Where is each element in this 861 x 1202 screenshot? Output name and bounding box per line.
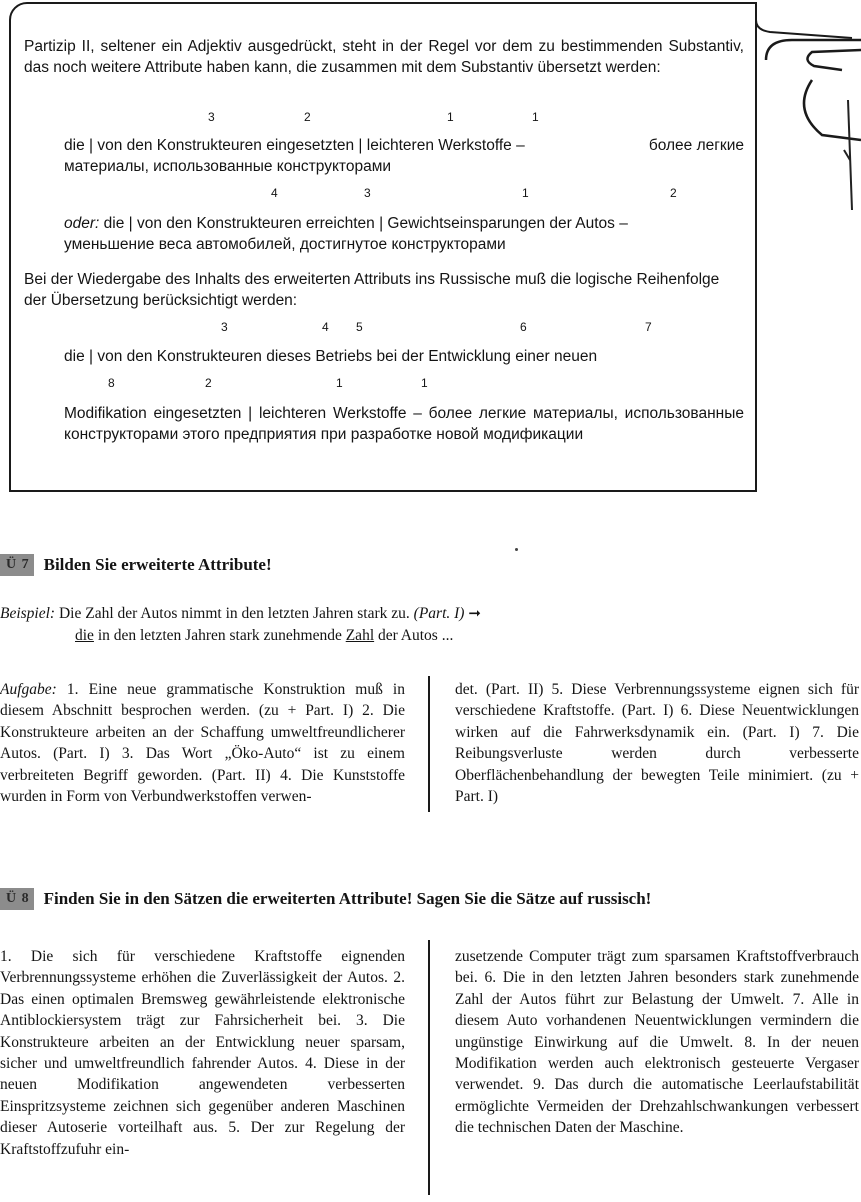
arrow-right-icon: ➞ (468, 604, 481, 622)
example-2 (64, 213, 744, 255)
example-2-german: die | von den Konstrukteuren erreichten | Gewichtseinsparungen der Autos – (103, 215, 628, 232)
word-order-numbers-4 (0, 376, 861, 392)
answer-article: die (75, 627, 94, 644)
order-number: 6 (520, 320, 527, 334)
order-number: 1 (532, 110, 539, 124)
answer-attribute: in den letzten Jahren stark zunehmende (97, 627, 342, 644)
word-order-numbers-3 (0, 320, 861, 336)
exercise-7-title: Bilden Sie erweiterte Attribute! (43, 555, 272, 574)
example-line (0, 603, 800, 624)
aufgabe-label: Aufgabe: (0, 681, 57, 698)
example-1-german: die | von den Konstrukteuren eingesetzten | leichteren Werkstoffe – (64, 137, 525, 154)
order-number: 2 (205, 376, 212, 390)
column-divider (428, 676, 430, 812)
example-answer (75, 625, 775, 646)
exercise-7-tasks-left: 1. Eine neue grammatische Konstruktion muß in diesem Abschnitt besprochen werden. (zu + Part. I) 2. Die Konstrukteure arbeiten an der Schaffung umweltfreundlicherer Autos. (Part. I) 3. Das Wort „Öko-Auto“ ist zu einem verbreiteten Begriff geworden. (Part. II) 4. Die Kunststoffe wurden in Form von Verbundwerkstoffen verwen- (0, 681, 405, 806)
example-2-russian: уменьшение веса автомобилей, достигнутое конструкторами (64, 236, 506, 253)
order-number: 3 (364, 186, 371, 200)
order-number: 1 (522, 186, 529, 200)
order-number: 4 (271, 186, 278, 200)
example-1-russian: материалы, использованные конструкторами (64, 158, 392, 175)
exercise-8-badge: Ü 8 (0, 888, 34, 910)
column-divider (428, 940, 430, 1195)
word-order-numbers-2 (0, 186, 861, 202)
order-number: 1 (336, 376, 343, 390)
scan-speck (515, 548, 518, 551)
rule-intro: Partizip II, seltener ein Adjektiv ausgedrückt, steht in der Regel vor dem zu bestimmenden Substantiv, das noch weitere Attribute haben kann, die zusammen mit dem Substantiv übersetzt werden: (24, 38, 744, 76)
rule-text: Bei der Wiedergabe des Inhalts des erweiterten Attributs ins Russische muß die logische Reihenfolge der Übersetzung berücksichtigt werden: (24, 271, 720, 309)
example-3-german: die | von den Konstrukteuren dieses Betriebs bei der Entwicklung einer neuen (64, 348, 598, 365)
answer-noun: Zahl (345, 627, 375, 644)
exercise-7-badge: Ü 7 (0, 554, 34, 576)
example-1 (64, 135, 744, 177)
exercise-8-title: Finden Sie in den Sätzen die erweiterten Attribute! Sagen Sie die Sätze auf russisch! (43, 889, 652, 908)
order-number: 3 (208, 110, 215, 124)
order-number: 4 (322, 320, 329, 334)
answer-end: der Autos ... (378, 627, 454, 644)
example-1-russian-start: более легкие (648, 137, 744, 154)
exercise-7-left-column (0, 679, 405, 807)
order-number: 1 (447, 110, 454, 124)
order-number: 3 (221, 320, 228, 334)
order-number: 1 (421, 376, 428, 390)
order-number: 2 (670, 186, 677, 200)
order-number: 2 (304, 110, 311, 124)
oder-label: oder: (64, 215, 100, 232)
exercise-8-sentences-right: zusetzende Computer trägt zum sparsamen Kraftstoffverbrauch bei. 6. Die in den letzten Jahren besonders stark zunehmende Zahl der Autos führt zur Belastung der Umwelt. 7. Alle in diesem Auto vorhandenen Neuentwicklungen vermindern die ungünstige Einwirkung auf die Umwelt. 8. In der neuen Modifikation werden auch elektronisch gesteuerte Vergaser verwendet. 9. Das durch die automatische Leerlaufstabilität ermöglichte Vermeiden der Drehzahlschwankungen verbessert die technischen Daten der Maschine. (455, 948, 859, 1137)
beispiel-text: Die Zahl der Autos nimmt in den letzten Jahren stark zu. (58, 605, 410, 622)
word-order-numbers-1 (0, 110, 861, 126)
beispiel-part: (Part. I) (413, 605, 465, 622)
exercise-8-sentences-left: 1. Die sich für verschiedene Kraftstoffe eignenden Verbrennungssysteme erhöhen die Zuverlässigkeit der Autos. 2. Das einen optimalen Bremsweg gewährleistende elektronische Antiblockiersystem trägt zur Fahrsicherheit bei. 3. Die Konstrukteure arbeiten an der Entwicklung neuer sparsam, sicher und umweltfreundlich fahrender Autos. 4. Diese in der neuen Modifikation angewendeten verbesserten Einspritzsysteme zeichnen sich gegenüber anderen Maschinen dieser Autoserie vorteilhaft aus. 5. Der zur Regelung der Kraftstoffzufuhr ein- (0, 948, 405, 1158)
order-number: 7 (645, 320, 652, 334)
exercise-7-tasks-right: det. (Part. II) 5. Diese Verbrennungssysteme eignen sich für verschiedene Kraftstoffe. (Part. I) 6. Diese Neuentwicklungen wirken auf die Fahrwerksdynamik ein. (Part. I) 7. Die Reibungsverluste werden durch verbesserte Oberflächenbehandlung der bewegten Teile minimiert. (zu + Part. I) (455, 681, 859, 806)
order-number: 5 (356, 320, 363, 334)
exercise-8-heading (0, 887, 651, 911)
example-3-continued: Modifikation eingesetzten | leichteren Werkstoffe – более легкие материалы, использованные конструкторами этого предприятия при разработке новой модификации (64, 405, 744, 443)
beispiel-label: Beispiel: (0, 605, 56, 622)
exercise-7-heading (0, 553, 272, 577)
order-number: 8 (108, 376, 115, 390)
